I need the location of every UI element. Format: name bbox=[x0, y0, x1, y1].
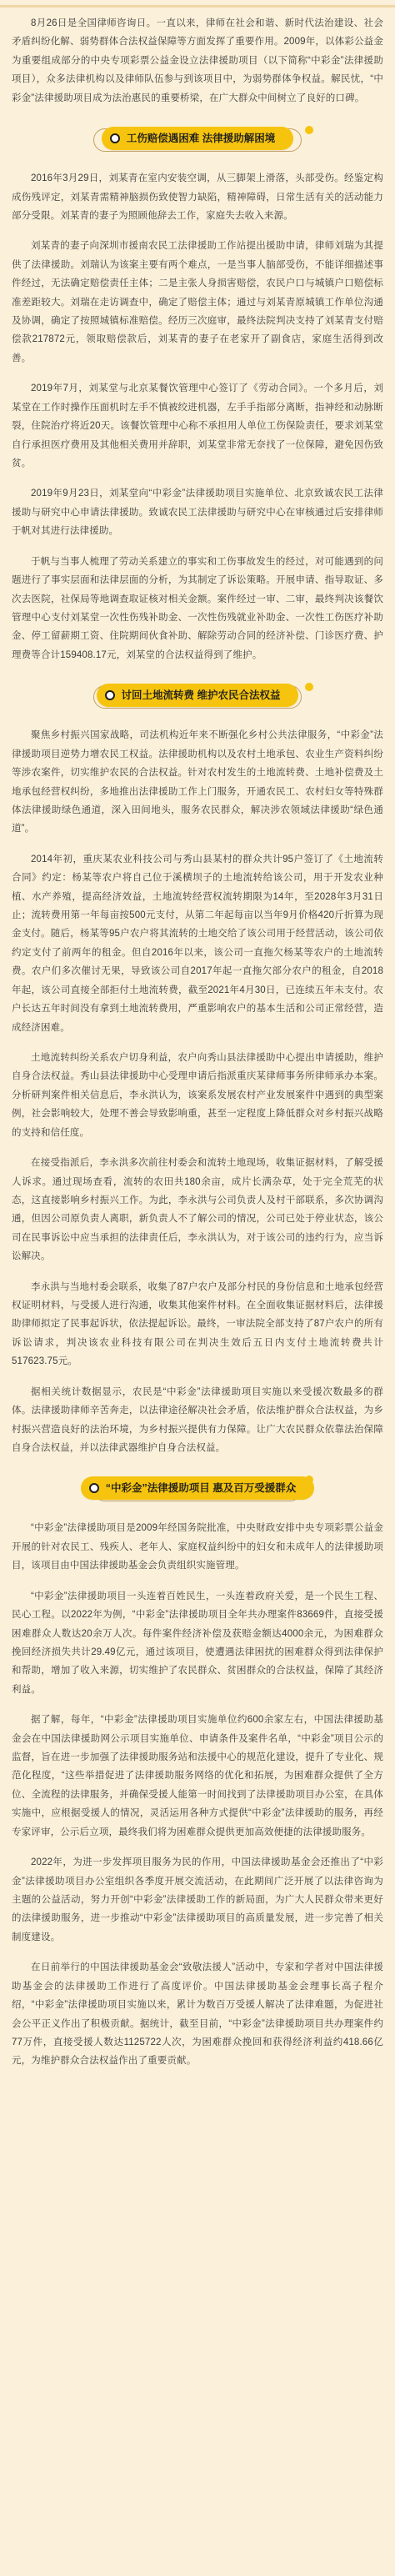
paragraph: 在接受指派后，李永洪多次前往村委会和流转土地现场，收集证据材料，了解受援人诉求。通过现场查看，流转的农田共180余亩，成片长满杂草，处于完全荒芜的状态，这直接影响乡村振兴工作。为此，李永洪与公司负责人及村干部联系，多次协调沟通，但因公司原负责人离职，新负责人不了解公司的情况，公司已处于停业状态，该公司在民事诉讼中应当承担的法律责任后，李永洪认为，对于该公司的违约行为，应当诉讼解决。 bbox=[12, 1158, 383, 1262]
paragraph: 土地流转纠纷关系农户切身利益，农户向秀山县法律援助中心提出申请援助，维护自身合法权益。秀山县法律援助中心受理申请后指派重庆某律师事务所律师承办本案。分析研判案件相关信息后，李永洪认为，该案系发展农村产业发展案件中遇到的典型案例，社会影响较大，处理不善会导致影响重，甚至一定程度上降低群众对乡村振兴战略的支持和信任度。 bbox=[12, 1052, 383, 1138]
paragraph: 李永洪与当地村委会联系，收集了87户农户及部分村民的身份信息和土地承包经营权证明材料，与受援人进行沟通，收集其他案件材料。在全面收集证据材料后，法律援助律师拟定了民事起诉状，依法提起诉讼。最终，一审法院全部支持了87户农户的所有诉讼请求，判决该农业科技有限公司在判决生效后五日内支付土地流转费共计517623.75元。 bbox=[12, 1281, 383, 1367]
bottom-edge bbox=[0, 2561, 395, 2576]
paragraph: 2016年3月29日，刘某青在室内安装空调，从三脚架上滑落，头部受伤。经鉴定构成伤残评定，刘某青需精神脑损伤致使智力缺陷，精神障碍，日常生活有关的活动能力部分受限。刘某青的妻子为照顾他辞去工作，家庭失去收入来源。 bbox=[12, 173, 383, 221]
paragraph: 据了解，每年，“中彩金”法律援助项目实施单位约600余家左右，中国法律援助基金会在中国法律援助网公示项目实施单位、申请条件及案件名单，“中彩金”项目公示的监督，旨在进一步加强了法律援助服务站和法援中心的规范化建设，提升了专业化、规范化程度，“这些举措促进了法律援助服务网络的优化和拓展，为困难群众提供了全方位、全流程的法律服务，并确保受援人能第一时间找到了法律援助项目办公室，在具体实施中，应根据受援人的情况，灵活运用各种方式提供“中彩金”法律援助的服务，再经专家评审，公示后立项，最终我们将为困难群众提供更加高效便捷的法律援助服务。 bbox=[12, 1715, 383, 1837]
section-intro bbox=[12, 14, 383, 108]
section-work-injury bbox=[12, 123, 383, 664]
bullet-dot-icon bbox=[103, 689, 117, 702]
heading-pill bbox=[81, 1476, 314, 1500]
bullet-dot-icon bbox=[88, 1481, 101, 1495]
section-project-overview bbox=[12, 1472, 383, 2070]
paragraph: 刘某青的妻子向深圳市援南农民工法律援助工作站提出援助申请，律师刘瑞为其提供了法律援助。刘瑞认为该案主要有两个难点，一是当事人脑部受伤，不能详细描述事件经过，无法确定赔偿责任主体；二是主张人身损害赔偿，农民户口与城镇户口赔偿标准差距较大。刘瑞在走访调查中，确定了赔偿主体；通过与刘某青原城镇工作单位沟通及协调，确定了按照城镇标准赔偿。经历三次庭审，最终法院判决支持了刘某青支付赔偿款217872元，领取赔偿款后，刘某青的妻子在老家开了副食店，家庭生活得到改善。 bbox=[12, 241, 383, 363]
paragraph: 2019年7月，刘某堂与北京某餐饮管理中心签订了《劳动合同》。一个多月后，刘某堂在工作时操作压面机时左手不慎被绞进机器，左手手指部分离断，指神经和动脉断裂，住院治疗将近20天。该餐饮管理中心称不承担用人单位工伤保险责任，要求刘某堂自行承担医疗费用及其他相关费用并辞职，刘某堂非常无奈找了一位保障，避免因伤致贫。 bbox=[12, 383, 383, 469]
heading-pill bbox=[97, 684, 299, 707]
heading-tail-dot-icon bbox=[305, 683, 313, 691]
heading-text: 工伤赔偿遇困难 法律援助解困境 bbox=[126, 133, 276, 145]
paragraph: 在日前举行的中国法律援助基金会“致敬法援人”活动中，专家和学者对中国法律援助基金会的法律援助工作进行了高度评价。中国法律援助基金会理事长高子程介绍，“中彩金”法律援助项目实施以来，累计为数百万受援人解决了法律难题，为促进社会公平正义作出了积极贡献。据统计，截至目前，“中彩金”法律援助项目共办理案件约77万件，直接受援人数达1125722人次，为困难群众挽回和获得经济利益约418.66亿元，为维护群众合法权益作出了重要贡献。 bbox=[12, 1962, 383, 2067]
section-heading bbox=[77, 1472, 318, 1504]
paragraph: 2019年9月23日，刘某堂向“中彩金”法律援助项目实施单位、北京致诚农民工法律援助与研究中心申请法律援助。致诚农民工法律援助与研究中心在审核通过后安排律师于帆对其进行法律援助。 bbox=[12, 489, 383, 537]
section-heading bbox=[77, 679, 318, 711]
section-heading bbox=[77, 123, 318, 154]
paragraph: 聚焦乡村振兴国家战略，司法机构近年来不断强化乡村公共法律服务，“中彩金”法律援助项目逆势力增农民工权益。法律援助机构以及农村土地承包、农业生产资料纠纷等涉农案件，切实维护农民的合法权益。针对农村发生的土地流转费、土地补偿费及土地承包经营权纠纷，多地推出法律援助工作上门服务，开通农民工、农村妇女等特殊群体法律援助绿色通道，深入田间地头，服务农民群众，解决涉农领域法律援助“绿色通道”。 bbox=[12, 730, 383, 834]
heading-pill bbox=[102, 127, 293, 150]
paragraph: 8月26日是全国律师咨询日。一直以来，律师在社会和谐、新时代法治建设、社会矛盾纠纷化解、弱势群体合法权益保障等方面发挥了重要作用。2009年，以体彩公益金为重要组成部分的中央专项彩票公益金设立法律援助项目（以下简称“中彩金”法律援助项目），众多法律机构以及律师队伍参与到该项目中，为弱势群体争权益。解民忧，“中彩金”法律援助项目成为法治惠民的重要桥梁，在广大群众中间树立了良好的口碑。 bbox=[12, 18, 383, 103]
heading-text: 讨回土地流转费 维护农民合法权益 bbox=[121, 689, 281, 702]
paragraph: 2022年，为进一步发挥项目服务为民的作用，中国法律援助基金会还推出了“中彩金”法律援助项目办公室组织各季度开展交流活动，在此期间广泛开展了以法律咨询为主题的公益活动，努力开创“中彩金”法律援助工作的新局面，为广大人民群众带来更好的法律援助服务，进一步推动“中彩金”法律援助项目的高质量发展，进一步完善了相关制度建设。 bbox=[12, 1857, 383, 1942]
heading-tail-dot-icon bbox=[305, 126, 313, 134]
paragraph: 于帆与当事人梳理了劳动关系建立的事实和工伤事故发生的经过，对可能遇到的问题进行了事实层面和法律层面的分析，为其制定了诉讼策略。开展申请、指导取证、多次去医院，社保局等地调查取证核对相关金额。案件经过一审、二审，最终判决该餐饮管理中心支付刘某堂一次性伤残补助金、一次性伤残就业补助金、一次性工伤医疗补助金、停工留薪期工资、住院期间伙食补助、解除劳动合同的经济补偿、门诊医疗费、护理费等合计159408.17元，刘某堂的合法权益得到了维护。 bbox=[12, 556, 383, 660]
paragraph: “中彩金”法律援助项目一头连着百姓民生，一头连着政府关爱，是一个民生工程、民心工程。以2022年为例，“中彩金”法律援助项目全年共办理案件83669件，直接受援困难群众人数达20余万人次。每件案件经济补偿及获赔金额达4000余元，为困难群众挽回经济损失共计29.49亿元，通过该项目，使遭遇法律困扰的困难群众得到法律保护和帮助，增加了收入来源，切实维护了农民群众、贫困群众的合法权益，保障了其经济利益。 bbox=[12, 1591, 383, 1695]
top-divider bbox=[0, 5, 395, 8]
heading-text: “中彩金”法律援助项目 惠及百万受援群众 bbox=[105, 1482, 297, 1495]
paragraph: 2014年初，重庆某农业科技公司与秀山县某村的群众共计95户签订了《土地流转合同》约定：杨某等农户将自己位于溪横坝子的土地流转给该公司，用于开发农业种植、水产养殖，提高经济效益，土地流转经营权流转期限为14年，至2028年3月31日止；流转费用第一年每亩按500元支付，从第二年起每亩以当年9月价格420斤折算为现金支付。随后，杨某等95户农户将其流转的土地交给了该公司用于经营活动，该公司依约定支付了前两年的租金。但自2016年以来，该公司一直拖欠杨某等农户的土地流转费。农户们多次催讨无果，导致该公司自2017年起一直拖欠部分农户的租金，自2018年起，该公司直接全部拒付土地流转费，截至2021年4月30日，已连续五年未支付。农户长达五年时间没有拿到土地流转费用，严重影响农户的基本生活和公司正常经营，造成经济困难。 bbox=[12, 854, 383, 1033]
bullet-dot-icon bbox=[108, 132, 122, 145]
section-land-transfer bbox=[12, 679, 383, 1457]
paragraph: “中彩金”法律援助项目是2009年经国务院批准，中央财政安排中央专项彩票公益金开展的针对农民工、残疾人、老年人、家庭权益纠纷中的妇女和未成年人的法律援助项目，该项目由中国法律援助基金会负责组织实施管理。 bbox=[12, 1523, 383, 1571]
paragraph: 据相关统计数据显示，农民是“中彩金”法律援助项目实施以来受援次数最多的群体。法律援助律师辛苦奔走，以法律途径解决社会矛盾，依法维护群众合法权益，为乡村振兴营造良好的法治环境，为乡村振兴提供有力保障。让广大农民群众依靠法治保障自身合法权益，并以法律武器维护自身合法权益。 bbox=[12, 1386, 383, 1453]
